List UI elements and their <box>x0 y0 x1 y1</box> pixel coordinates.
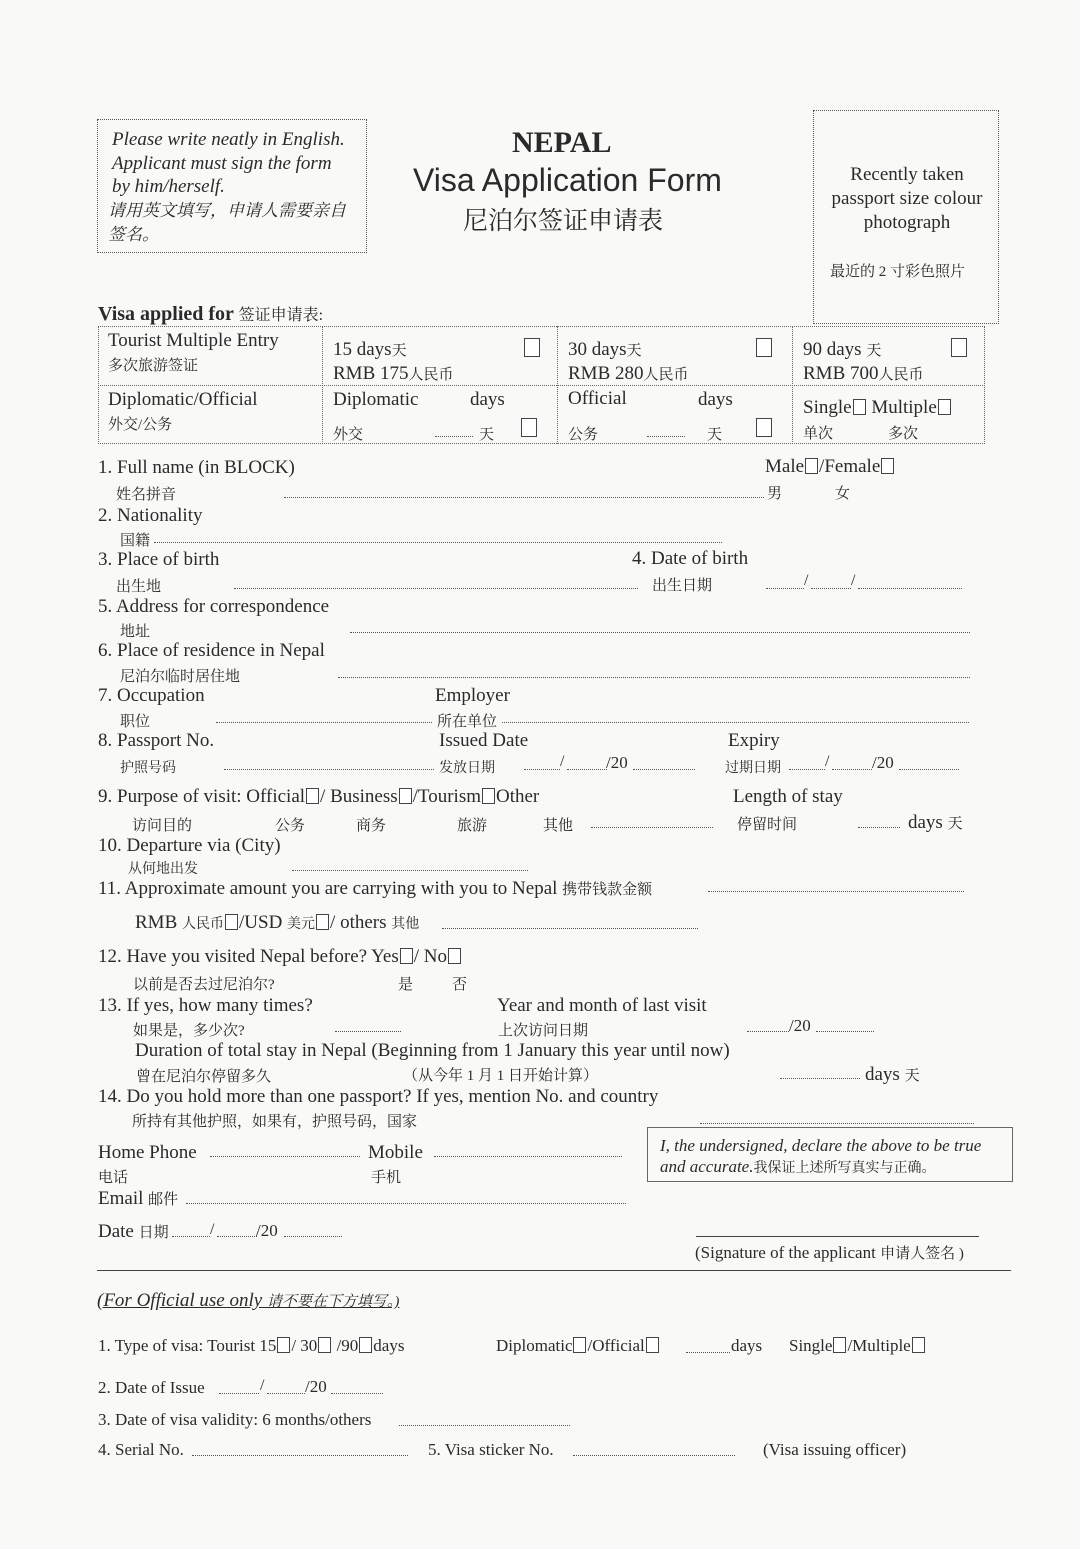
official-days-field-2[interactable] <box>686 1352 730 1353</box>
diplomatic-zh: 外交 <box>333 427 364 443</box>
diplomatic-days: days <box>470 389 505 410</box>
price-175: RMB 175人民币 <box>333 363 454 384</box>
residence-field[interactable] <box>338 677 970 678</box>
instruction-text-zh: 请用英文填写，申请人需要亲自签名。 <box>108 201 346 244</box>
female-zh: 女 <box>835 486 851 502</box>
option-15-days: 15 days天 <box>333 339 407 360</box>
date-year-field[interactable] <box>284 1236 342 1237</box>
checkbox-15-days[interactable] <box>524 338 540 357</box>
duration-zh: 曾在尼泊尔停留多久 <box>136 1069 272 1085</box>
purpose-tourism-zh: 旅游 <box>457 818 488 834</box>
departure-field[interactable] <box>292 870 528 871</box>
expiry-slash: / <box>825 753 830 770</box>
expiry-year-field[interactable] <box>899 769 959 770</box>
address-label: 5. Address for correspondence <box>98 596 330 617</box>
country-title: NEPAL <box>512 126 612 159</box>
signature-line[interactable] <box>696 1236 979 1237</box>
checkbox-diplomatic[interactable] <box>521 418 537 437</box>
form-title-zh: 尼泊尔签证申请表 <box>463 208 664 235</box>
times-field[interactable] <box>335 1031 401 1032</box>
mobile-label: Mobile <box>368 1142 423 1163</box>
home-phone-label: Home Phone <box>98 1142 197 1163</box>
passport-zh: 护照号码 <box>120 761 176 776</box>
date-of-issue-20: /20 <box>305 1377 327 1396</box>
option-90-days: 90 days 天 <box>803 339 882 360</box>
occupation-label: 7. Occupation <box>98 685 205 706</box>
checkbox-multiple[interactable] <box>938 399 951 415</box>
checkbox-official-official[interactable] <box>646 1337 659 1353</box>
visited-before: 12. Have you visited Nepal before? Yes / No <box>98 946 462 968</box>
price-280: RMB 280人民币 <box>568 363 689 384</box>
date-of-birth-zh: 出生日期 <box>652 578 713 594</box>
checkbox-30-days[interactable] <box>756 338 772 357</box>
departure-zh: 从何地出发 <box>128 862 198 877</box>
home-phone-zh: 电话 <box>98 1170 129 1186</box>
official-use-heading: (For Official use only 请不要在下方填写。) <box>97 1290 400 1311</box>
checkbox-official-diplomatic[interactable] <box>573 1337 586 1353</box>
price-700: RMB 700人民币 <box>803 363 924 384</box>
visited-no-zh: 否 <box>452 977 468 993</box>
divider <box>97 1270 1011 1271</box>
issued-date-zh: 发放日期 <box>439 761 495 776</box>
duration-zh-2: （从今年 1 月 1 日开始计算） <box>403 1068 599 1084</box>
single-multiple-entry: Single Multiple <box>803 397 952 419</box>
checkbox-90-days[interactable] <box>951 338 967 357</box>
purpose-zh: 访问目的 <box>132 818 193 834</box>
signature-label: (Signature of the applicant 申请人签名 ) <box>695 1243 964 1262</box>
checkbox-rmb[interactable] <box>225 914 238 930</box>
visa-applied-label: Visa applied for 签证申请表: <box>98 303 324 325</box>
amount-field[interactable] <box>708 891 964 892</box>
official-entries: Single /Multiple <box>789 1336 926 1356</box>
multiple-zh: 多次 <box>888 426 919 442</box>
date-of-issue-label: 2. Date of Issue <box>98 1378 205 1397</box>
issued-slash: / <box>560 753 565 770</box>
employer-zh: 所在单位 <box>437 714 498 730</box>
official-tian: 天 <box>707 427 723 443</box>
full-name-field[interactable] <box>284 497 764 498</box>
tourist-multiple-label: Tourist Multiple Entry <box>108 330 279 351</box>
purpose-other-field[interactable] <box>591 827 713 828</box>
occupation-zh: 职位 <box>120 714 151 730</box>
currency-select: RMB 人民币 /USD 美元 / others 其他 <box>135 912 420 933</box>
last-visit-month-field[interactable] <box>747 1031 789 1032</box>
expiry-month-field[interactable] <box>832 769 872 770</box>
sticker-no-label: 5. Visa sticker No. <box>428 1440 554 1459</box>
occupation-field[interactable] <box>216 722 432 723</box>
last-visit-20: /20 <box>789 1016 811 1035</box>
sticker-no-field[interactable] <box>573 1455 735 1456</box>
expiry-20: /20 <box>872 753 894 772</box>
checkbox-visited-no[interactable] <box>448 948 461 964</box>
purpose-of-visit: 9. Purpose of visit: Official / Business /Tourism Other <box>98 786 540 807</box>
tourist-multiple-zh: 多次旅游签证 <box>108 358 199 374</box>
diplomatic-official-label: Diplomatic/Official <box>108 389 258 410</box>
other-passport-zh: 所持有其他护照，如果有，护照号码，国家 <box>132 1114 418 1130</box>
employer-label: Employer <box>435 685 510 706</box>
diplomatic-official-zh: 外交/公务 <box>108 417 173 433</box>
official-days-field[interactable] <box>647 436 685 437</box>
address-field[interactable] <box>350 632 970 633</box>
diplomatic-days-field[interactable] <box>435 436 473 437</box>
date-month-field[interactable] <box>217 1236 257 1237</box>
other-passport-field[interactable] <box>700 1123 974 1124</box>
official-zh: 公务 <box>568 427 599 443</box>
departure-label: 10. Departure via (City) <box>98 835 281 856</box>
place-of-birth-label: 3. Place of birth <box>98 549 220 570</box>
address-zh: 地址 <box>120 624 151 640</box>
others-currency-field[interactable] <box>442 928 698 929</box>
last-visit-zh: 上次访问日期 <box>498 1023 589 1039</box>
issued-date-label: Issued Date <box>439 730 529 751</box>
visa-validity-label: 3. Date of visa validity: 6 months/others <box>98 1410 372 1429</box>
checkbox-usd[interactable] <box>316 914 329 930</box>
instruction-text: Please write neatly in English. Applicant must sign the form by him/herself. <box>112 129 345 197</box>
official-label: Official <box>568 388 627 409</box>
date-of-issue-year[interactable] <box>331 1393 383 1394</box>
diplomatic-tian: 天 <box>479 427 495 443</box>
expiry-zh: 过期日期 <box>725 761 781 776</box>
passport-label: 8. Passport No. <box>98 730 215 751</box>
checkbox-official-15[interactable] <box>277 1337 290 1353</box>
checkbox-official-30[interactable] <box>318 1337 331 1353</box>
diplomatic-label: Diplomatic <box>333 389 419 410</box>
declaration-text: I, the undersigned, declare the above to be true and accurate.我保证上述所写真实与正确。 <box>660 1136 982 1176</box>
visa-issuing-officer: (Visa issuing officer) <box>763 1440 907 1459</box>
date-of-birth-label: 4. Date of birth <box>632 548 749 569</box>
length-days: days 天 <box>908 812 963 833</box>
photo-text-zh: 最近的 2 寸彩色照片 <box>830 264 966 280</box>
serial-no-label: 4. Serial No. <box>98 1440 184 1459</box>
checkbox-official[interactable] <box>756 418 772 437</box>
dob-slash-2: / <box>851 572 856 589</box>
serial-no-field[interactable] <box>192 1455 408 1456</box>
nationality-zh: 国籍 <box>120 533 151 549</box>
purpose-business-zh: 商务 <box>356 818 387 834</box>
mobile-zh: 手机 <box>371 1170 402 1186</box>
length-of-stay-field[interactable] <box>858 827 900 828</box>
other-passport-label: 14. Do you hold more than one passport? If yes, mention No. and country <box>98 1086 659 1107</box>
amount-label: 11. Approximate amount you are carrying with you to Nepal 携带钱款金额 <box>98 878 653 899</box>
checkbox-official-single[interactable] <box>833 1337 846 1353</box>
purpose-official-zh: 公务 <box>275 818 306 834</box>
length-of-stay-zh: 停留时间 <box>737 817 798 833</box>
last-visit-year-field[interactable] <box>816 1031 874 1032</box>
dob-slash-1: / <box>804 572 809 589</box>
option-30-days: 30 days天 <box>568 339 642 360</box>
issued-day-field[interactable] <box>524 769 560 770</box>
official-visa-type: 1. Type of visa: Tourist 15 / 30 /90 days <box>98 1336 405 1355</box>
visited-before-zh: 以前是否去过尼泊尔? <box>133 977 275 993</box>
home-phone-field[interactable] <box>210 1156 360 1157</box>
times-label: 13. If yes, how many times? <box>98 995 313 1016</box>
date-of-issue-day[interactable] <box>219 1393 259 1394</box>
dob-month-field[interactable] <box>811 588 851 589</box>
official-days-2: days <box>731 1336 763 1355</box>
dob-year-field[interactable] <box>858 588 962 589</box>
date-day-field[interactable] <box>172 1236 210 1237</box>
duration-field[interactable] <box>780 1078 860 1079</box>
date-of-issue-slash: / <box>260 1377 265 1394</box>
nationality-field[interactable] <box>154 542 722 543</box>
checkbox-purpose-tourism[interactable] <box>482 788 495 804</box>
gender-select: Male /Female <box>765 456 895 478</box>
photo-text: Recently taken passport size colour photograph <box>831 164 983 233</box>
email-label: Email 邮件 <box>98 1188 179 1209</box>
residence-label: 6. Place of residence in Nepal <box>98 640 325 661</box>
visited-yes-zh: 是 <box>398 977 414 993</box>
checkbox-purpose-official[interactable] <box>306 788 319 804</box>
duration-label: Duration of total stay in Nepal (Beginning from 1 January this year until now) <box>135 1040 730 1061</box>
date-slash: / <box>210 1221 215 1238</box>
issued-month-field[interactable] <box>567 769 607 770</box>
issued-year-field[interactable] <box>633 769 695 770</box>
length-of-stay-label: Length of stay <box>733 786 843 807</box>
male-zh: 男 <box>767 486 783 502</box>
email-field[interactable] <box>186 1203 626 1204</box>
expiry-day-field[interactable] <box>789 769 825 770</box>
residence-zh: 尼泊尔临时居住地 <box>120 669 241 685</box>
checkbox-purpose-business[interactable] <box>399 788 412 804</box>
nationality-label: 2. Nationality <box>98 505 203 526</box>
last-visit-label: Year and month of last visit <box>497 995 707 1016</box>
expiry-label: Expiry <box>728 730 780 751</box>
form-title: Visa Application Form <box>413 162 722 198</box>
checkbox-official-90[interactable] <box>359 1337 372 1353</box>
place-of-birth-zh: 出生地 <box>116 579 162 595</box>
date-of-issue-month[interactable] <box>267 1393 305 1394</box>
full-name-zh: 姓名拼音 <box>116 487 177 503</box>
checkbox-visited-yes[interactable] <box>400 948 413 964</box>
checkbox-official-multiple[interactable] <box>912 1337 925 1353</box>
visa-validity-field[interactable] <box>399 1425 570 1426</box>
duration-days: days 天 <box>865 1064 920 1085</box>
purpose-other-zh: 其他 <box>543 818 574 834</box>
checkbox-single[interactable] <box>853 399 866 415</box>
single-zh: 单次 <box>803 426 834 442</box>
date-20: /20 <box>256 1221 278 1240</box>
full-name-label: 1. Full name (in BLOCK) <box>98 457 295 478</box>
official-visa-category: Diplomatic /Official <box>496 1336 660 1356</box>
times-zh: 如果是，多少次? <box>133 1023 245 1039</box>
official-days: days <box>698 389 733 410</box>
dob-day-field[interactable] <box>766 588 804 589</box>
checkbox-male[interactable] <box>805 458 818 474</box>
checkbox-female[interactable] <box>881 458 894 474</box>
passport-field[interactable] <box>224 769 434 770</box>
place-of-birth-field[interactable] <box>234 588 638 589</box>
date-label: Date 日期 <box>98 1221 169 1242</box>
issued-20: /20 <box>606 753 628 772</box>
mobile-field[interactable] <box>434 1156 622 1157</box>
employer-field[interactable] <box>502 722 969 723</box>
